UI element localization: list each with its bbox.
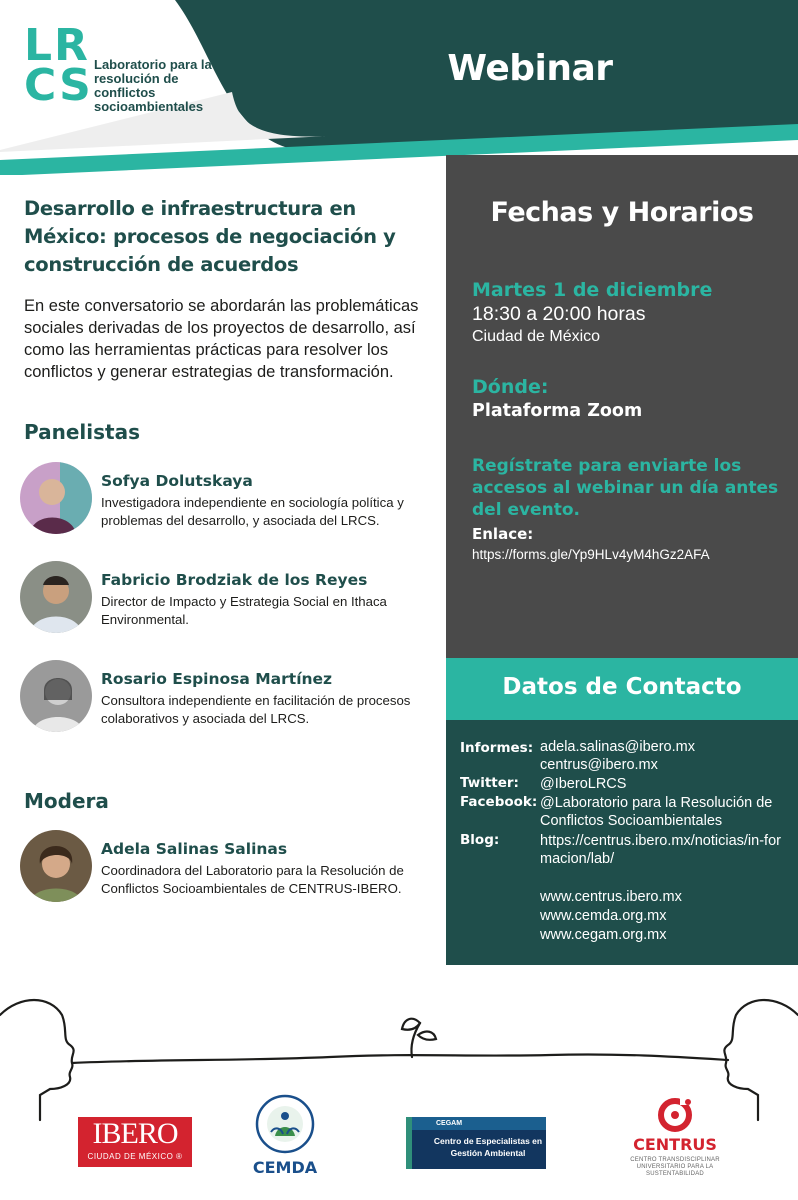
- cegam-name: Centro de Especialistas en Gestión Ambiental: [433, 1136, 543, 1158]
- informes-label: Informes:: [460, 740, 534, 756]
- moderator-card: [20, 830, 440, 910]
- cegam-logo: [406, 1117, 546, 1169]
- logo-mark-top: LR: [24, 20, 90, 71]
- schedule-panel: [446, 155, 798, 658]
- schedule-heading: Fechas y Horarios: [490, 197, 754, 228]
- lrcs-logo: [24, 20, 224, 121]
- panelist-description: Consultora independiente en facilitación de procesos colaborativos y asociada del LRCS.: [101, 693, 411, 726]
- panelist-photo: [20, 660, 92, 732]
- centrus-subtitle: CENTRO TRANSDISCIPLINAR UNIVERSITARIO PARA LA SUSTENTABILIDAD: [630, 1157, 720, 1177]
- website-centrus[interactable]: www.centrus.ibero.mx: [540, 889, 682, 905]
- event-date: Martes 1 de diciembre: [472, 279, 713, 301]
- logo-mark: [24, 20, 93, 111]
- panelist-name: Rosario Espinosa Martínez: [101, 670, 333, 688]
- cemda-name: CEMDA: [252, 1158, 318, 1177]
- register-text: Regístrate para enviarte los accesos al webinar un día antes del evento.: [472, 456, 779, 520]
- cegam-tag: CEGAM: [412, 1117, 546, 1130]
- header-banner: [0, 0, 798, 175]
- moderator-name: Adela Salinas Salinas: [101, 840, 288, 858]
- blog-label: Blog:: [460, 832, 500, 848]
- event-time: 18:30 a 20:00 horas: [472, 303, 646, 325]
- registration-link[interactable]: https://forms.gle/Yp9HLv4yM4hGz2AFA: [472, 547, 710, 562]
- event-intro: En este conversatorio se abordarán las problemáticas sociales derivadas de los proyectos de desarrollo, así como las herramientas prácticas para resolver los conflictos y generar estrategias de transformación.: [24, 297, 419, 381]
- logo-mark-bottom: CS: [24, 60, 93, 111]
- centrus-mark-icon: [620, 1093, 730, 1135]
- moderator-description: Coordinadora del Laboratorio para la Resolución de Conflictos Socioambientales de CENTRUS-IBERO.: [101, 863, 404, 896]
- blog-url[interactable]: https://centrus.ibero.mx/noticias/in-formacion/lab/: [540, 833, 781, 867]
- panelist-name: Fabricio Brodziak de los Reyes: [101, 571, 368, 589]
- ibero-logo-subtext: CIUDAD DE MÉXICO ®: [87, 1152, 183, 1161]
- panelist-photo: [20, 561, 92, 633]
- panelist-description: Investigadora independiente en sociología política y problemas del desarrollo, y asociada del LRCS.: [101, 495, 404, 528]
- cemda-logo: [245, 1088, 325, 1178]
- where-label: Dónde:: [472, 376, 549, 398]
- moderator-heading: Modera: [24, 789, 109, 813]
- panelist-name: Sofya Dolutskaya: [101, 472, 253, 490]
- where-value: Plataforma Zoom: [472, 401, 643, 421]
- event-city: Ciudad de México: [472, 328, 601, 345]
- panelist-photo: [20, 462, 92, 534]
- twitter-label: Twitter:: [460, 775, 519, 791]
- link-label: Enlace:: [472, 525, 534, 543]
- webinar-title: Webinar: [447, 48, 613, 89]
- contact-heading-bar: [446, 658, 798, 720]
- contact-heading: Datos de Contacto: [502, 674, 742, 700]
- panelist-card: [20, 660, 440, 740]
- contact-panel: [446, 720, 798, 965]
- website-cemda[interactable]: www.cemda.org.mx: [540, 908, 667, 924]
- centrus-name: CENTRUS: [633, 1135, 717, 1154]
- centrus-logo: [620, 1093, 730, 1178]
- twitter-handle[interactable]: @IberoLRCS: [540, 776, 627, 792]
- panelist-card: [20, 462, 440, 542]
- cemda-seal-icon: [245, 1088, 325, 1158]
- ibero-logo: [78, 1117, 192, 1167]
- logo-text: Laboratorio para la resolución de conflictos socioambientales: [94, 57, 212, 114]
- informes-email-2[interactable]: centrus@ibero.mx: [540, 757, 658, 773]
- informes-email-1[interactable]: adela.salinas@ibero.mx: [540, 739, 695, 755]
- panelist-card: [20, 561, 440, 641]
- panelists-heading: Panelistas: [24, 420, 140, 444]
- facebook-label: Facebook:: [460, 794, 538, 810]
- ibero-logo-text: IBERO: [92, 1117, 178, 1150]
- event-title: Desarrollo e infraestructura en México: procesos de negociación y construcción de acuerdos: [24, 197, 396, 276]
- facebook-page[interactable]: @Laboratorio para la Resolución de Conflictos Socioambientales: [540, 795, 773, 829]
- event-description: [24, 195, 434, 383]
- moderator-photo: [20, 830, 92, 902]
- panelist-description: Director de Impacto y Estrategia Social en Ithaca Environmental.: [101, 594, 387, 627]
- website-cegam[interactable]: www.cegam.org.mx: [540, 927, 667, 943]
